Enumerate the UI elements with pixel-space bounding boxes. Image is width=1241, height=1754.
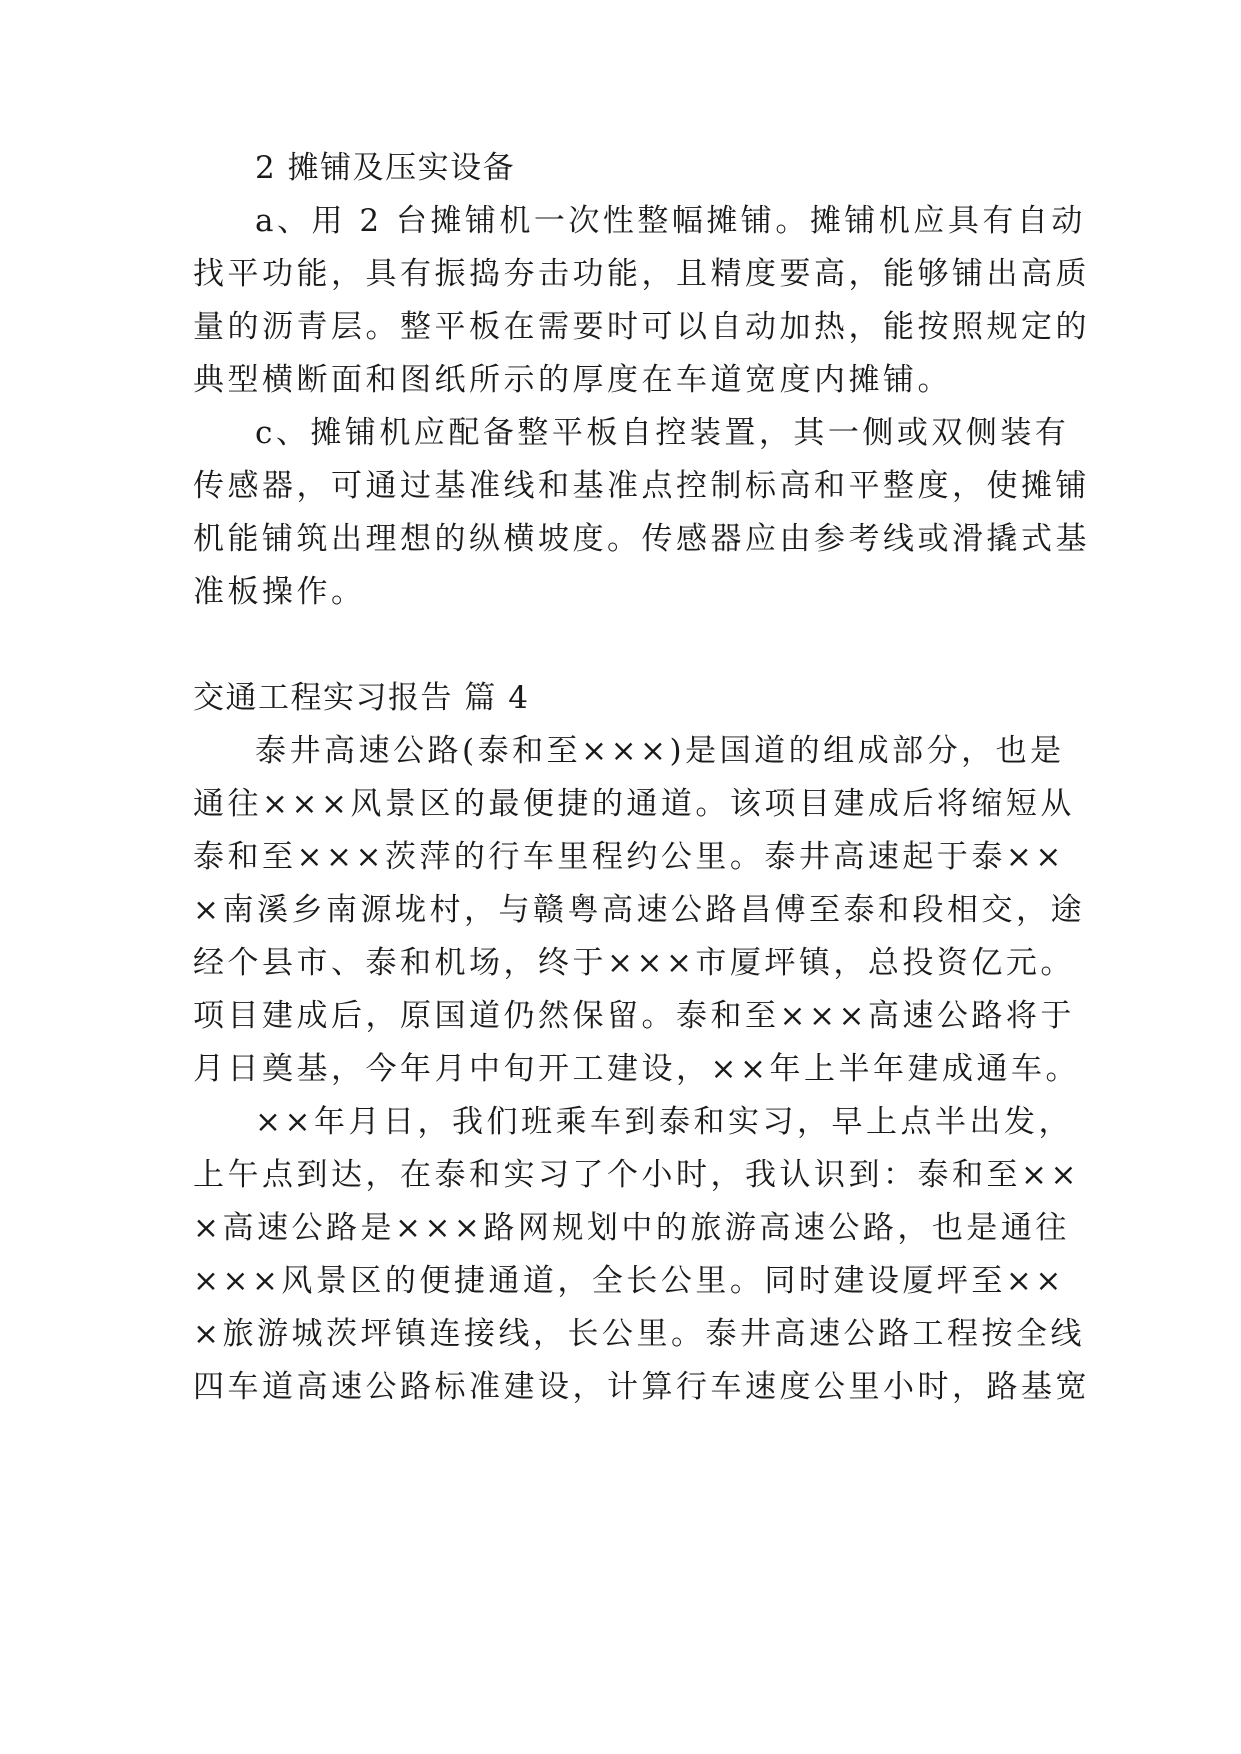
paragraph-line: 通往×××风景区的最便捷的通道。该项目建成后将缩短从	[193, 786, 1075, 822]
paragraph-line: 四车道高速公路标准建设，计算行车速度公里小时，路基宽	[193, 1369, 1090, 1405]
paragraph-line: 上午点到达，在泰和实习了个小时，我认识到：泰和至××	[193, 1157, 1080, 1193]
paragraph-line: 泰和至×××茨萍的行车里程约公里。泰井高速起于泰××	[193, 839, 1065, 875]
paragraph-line: 月日奠基，今年月中旬开工建设，××年上半年建成通车。	[193, 1051, 1080, 1087]
paragraph-line: c、摊铺机应配备整平板自控装置，其一侧或双侧装有	[255, 415, 1070, 451]
paragraph-line: 准板操作。	[193, 574, 366, 610]
paragraph-line: 量的沥青层。整平板在需要时可以自动加热，能按照规定的	[193, 309, 1090, 345]
paragraph-line: 典型横断面和图纸所示的厚度在车道宽度内摊铺。	[193, 362, 952, 398]
paragraph-line: ×××风景区的便捷通道，全长公里。同时建设厦坪至××	[193, 1263, 1065, 1299]
paragraph-line: 机能铺筑出理想的纵横坡度。传感器应由参考线或滑撬式基	[193, 521, 1090, 557]
paragraph-line: 项目建成后，原国道仍然保留。泰和至×××高速公路将于	[193, 998, 1075, 1034]
section-title: 2 摊铺及压实设备	[255, 150, 516, 186]
paragraph-line: ×南溪乡南源垅村，与赣粤高速公路昌傅至泰和段相交，途	[193, 892, 1085, 928]
paragraph-line: 传感器，可通过基准线和基准点控制标高和平整度，使摊铺	[193, 468, 1090, 504]
paragraph-line: ×高速公路是×××路网规划中的旅游高速公路，也是通往	[193, 1210, 1070, 1246]
article-heading: 交通工程实习报告 篇 4	[193, 680, 530, 716]
paragraph-line: ×旅游城茨坪镇连接线，长公里。泰井高速公路工程按全线	[193, 1316, 1085, 1352]
paragraph-line: 经个县市、泰和机场，终于×××市厦坪镇，总投资亿元。	[193, 945, 1075, 981]
paragraph-line: 找平功能，具有振捣夯击功能，且精度要高，能够铺出高质	[193, 256, 1090, 292]
paragraph-line: 泰井高速公路(泰和至×××)是国道的组成部分，也是	[255, 733, 1065, 769]
paragraph-line: a、用 2 台摊铺机一次性整幅摊铺。摊铺机应具有自动	[255, 203, 1086, 239]
paragraph-line: ××年月日，我们班乘车到泰和实习，早上点半出发，	[255, 1104, 1073, 1140]
